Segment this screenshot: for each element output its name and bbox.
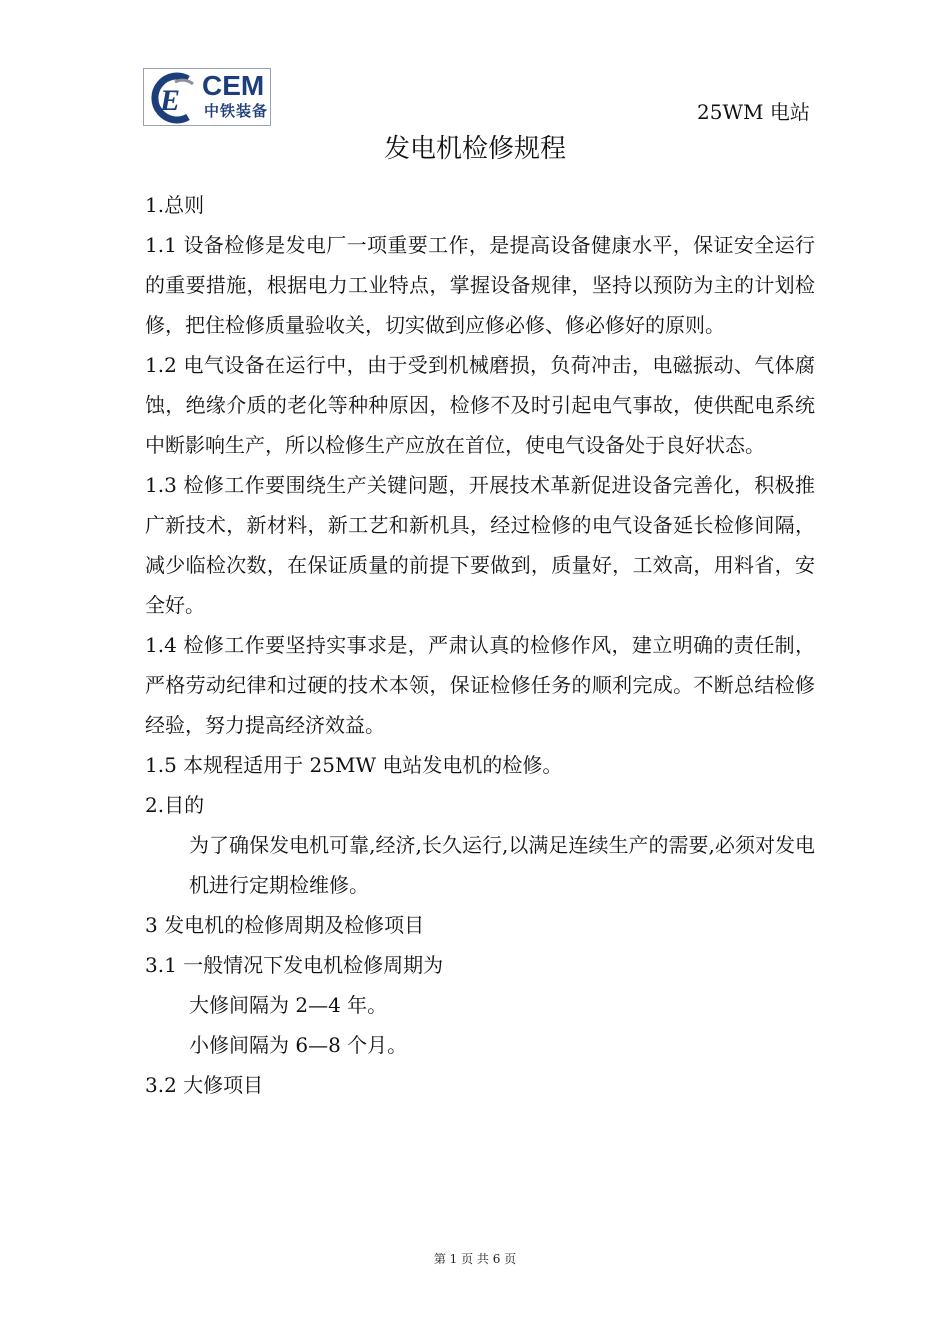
- paragraph: 1.2 电气设备在运行中，由于受到机械磨损，负荷冲击，电磁振动、气体腐蚀，绝缘介质的老化等种种原因，检修不及时引起电气事故，使供配电系统中断影响生产，所以检修生产应放在首位，使电气设备处于良好状态。: [145, 353, 815, 457]
- company-logo: [143, 68, 271, 126]
- paragraph: 1.1 设备检修是发电厂一项重要工作，是提高设备健康水平，保证安全运行的重要措施，根据电力工业特点，掌握设备规律，坚持以预防为主的计划检修，把住检修质量验收关，切实做到应修必修、修必修好的原则。: [145, 233, 815, 337]
- page-title: 发电机检修规程: [383, 134, 566, 164]
- paragraph: 1.3 检修工作要围绕生产关键问题，开展技术革新促进设备完善化，积极推广新技术，新材料，新工艺和新机具，经过检修的电气设备延长检修间隔，减少临检次数，在保证质量的前提下要做到，质量好，工效高，用料省，安全好。: [145, 473, 815, 617]
- section-heading: 2.目的: [145, 793, 205, 817]
- logo-subtext: 中铁装备: [204, 102, 269, 120]
- paragraph: 3.1 一般情况下发电机检修周期为: [145, 953, 444, 977]
- paragraph: 小修间隔为 6—8 个月。: [189, 1033, 408, 1057]
- section-heading: 3.2 大修项目: [145, 1073, 264, 1097]
- section-heading: 1.总则: [145, 193, 205, 217]
- paragraph: 1.5 本规程适用于 25MW 电站发电机的检修。: [145, 753, 563, 777]
- station-label: 25WM 电站: [697, 100, 810, 124]
- logo-letter: E: [160, 84, 181, 117]
- document-body: [145, 185, 815, 1105]
- page-number: 第 1 页 共 6 页: [433, 1252, 517, 1266]
- paragraph: 1.4 检修工作要坚持实事求是，严肃认真的检修作风，建立明确的责任制，严格劳动纪律和过硬的技术本领，保证检修任务的顺利完成。不断总结检修经验，努力提高经济效益。: [145, 633, 815, 737]
- logo-text: CEM: [202, 70, 265, 101]
- section-heading: 3 发电机的检修周期及检修项目: [145, 913, 425, 937]
- paragraph: 大修间隔为 2—4 年。: [189, 993, 388, 1017]
- logo-emblem-icon: [144, 69, 206, 127]
- paragraph: 为了确保发电机可靠,经济,长久运行,以满足连续生产的需要,必须对发电机进行定期检维修。: [189, 833, 815, 897]
